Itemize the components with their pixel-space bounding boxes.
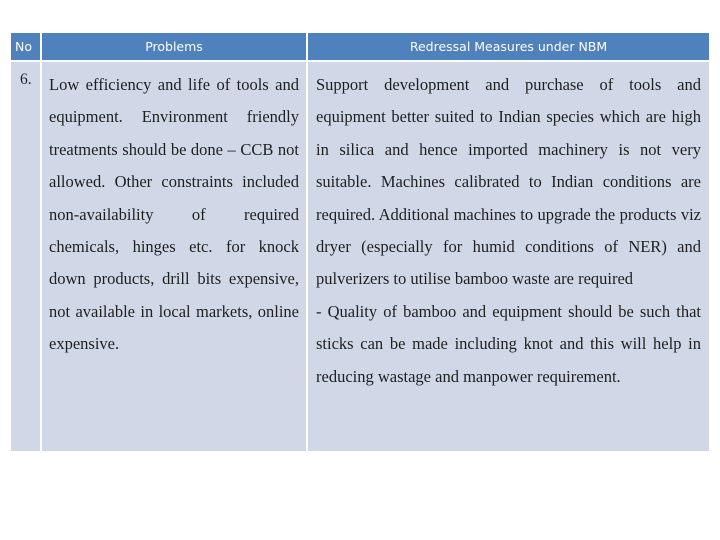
problem-text: Low efficiency and life of tools and equipment. Environment friendly treatments should be done – CCB not allowed. Other constraints included non-availability of required chemicals, hinges etc. for knock down products, drill bits expensive, not available in local markets, online expensive. (49, 75, 299, 354)
header-measures: Redressal Measures under NBM (409, 39, 608, 54)
header-no: No (11, 33, 42, 60)
measure-text-1: Support development and purchase of tools and equipment better suited to Indian species which are high in silica and hence imported machinery is not very suitable. Machines calibrated to Indian conditions are required. Additional machines to upgrade the products viz dryer (especially for humid conditions of NER) and pulverizers to utilise bamboo waste are required (316, 75, 701, 289)
header-problems: Problems (42, 33, 308, 60)
measure-cell (308, 62, 709, 451)
measure-text-2: - Quality of bamboo and equipment should be such that sticks can be made including knot and this will help in reducing wastage and manpower requirement. (316, 301, 701, 386)
measures-table (11, 33, 709, 451)
table-header (11, 33, 709, 60)
problem-cell (42, 62, 308, 451)
row-number: 6. (11, 62, 42, 451)
table-row (11, 62, 709, 451)
